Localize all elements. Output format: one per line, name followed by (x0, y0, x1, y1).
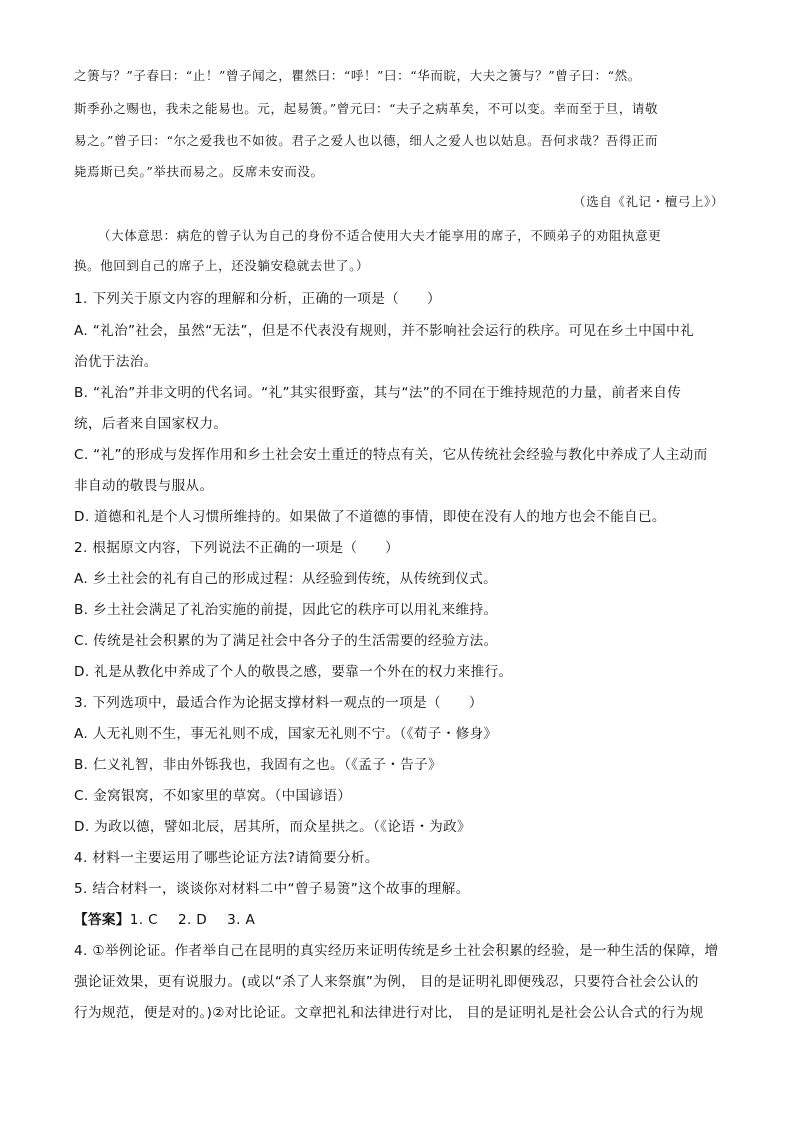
answer-row (74, 908, 724, 928)
q1-option-d: D. 道德和礼是个人习惯所维持的。如果做了不道德的事情，即使在没有人的地方也会不能自已。 (74, 509, 666, 525)
passage-line: 易之。”曾子曰：“尔之爱我也不如彼。君子之爱人也以德，细人之爱人也以姑息。吾何求哉？吾得正而 (74, 133, 659, 148)
question-5-stem: 5. 结合材料一，谈谈你对材料二中“曾子易箦”这个故事的理解。 (74, 881, 470, 897)
question-3-stem: 3. 下列选项中，最适合作为论据支撑材料一观点的一项是（ ） (74, 695, 483, 711)
q1-option-b-cont: 统，后者来自国家权力。 (74, 416, 228, 432)
q2-option-a: A. 乡土社会的礼有自己的形成过程：从经验到传统，从传统到仪式。 (74, 571, 498, 587)
q3-option-d: D. 为政以德，譬如北辰，居其所，而众星拱之。（《论语・为政》 (74, 819, 471, 835)
q1-option-c: C. “礼”的形成与发挥作用和乡土社会安土重迁的特点有关，它从传统社会经验与教化中养成了人主动而 (74, 447, 708, 463)
answer-label: 【答案】 (74, 912, 130, 928)
q1-option-b: B. “礼治”并非文明的代名词。“礼”其实很野蛮，其与“法”的不同在于维持规范的力量，前者来自传 (74, 385, 682, 401)
passage-source: （选自《礼记・檀弓上》） (573, 194, 724, 209)
answer-2: 2. D (177, 912, 208, 928)
q3-option-a: A. 人无礼则不生，事无礼则不成，国家无礼则不宁。（《荀子・修身》 (74, 726, 498, 742)
q1-option-a: A. “礼治”社会，虽然“无法”，但是不代表没有规则，并不影响社会运行的秩序。可见在乡土中国中礼 (74, 323, 695, 339)
answer-4-line: 强论证效果，更有说服力。(或以“杀了人来祭旗”为例， 目的是证明礼即便残忍，只要符合社会公认的 (74, 974, 699, 990)
passage-line: 斯季孙之赐也，我未之能易也。元，起易箦。”曾元曰：“夫子之病革矣，不可以变。幸而至于旦，请敬 (74, 101, 659, 116)
answer-3: 3. A (227, 912, 256, 928)
q3-option-c: C. 金窝银窝，不如家里的草窝。（中国谚语） (74, 788, 352, 804)
q3-option-b: B. 仁义礼智，非由外铄我也，我固有之也。（《孟子・告子》 (74, 757, 442, 773)
passage-note-line: （大体意思：病危的曾子认为自己的身份不适合使用大夫才能享用的席子，不顾弟子的劝阻执意更 (98, 228, 662, 243)
q1-option-a-cont: 治优于法治。 (74, 354, 158, 370)
answer-4-line: 行为规范，便是对的。)②对比论证。文章把礼和法律进行对比， 目的是证明礼是社会公认合式的行为规 (74, 1005, 704, 1021)
q2-option-b: B. 乡土社会满足了礼治实施的前提，因此它的秩序可以用礼来维持。 (74, 602, 498, 618)
passage-note-line: 换。他回到自己的席子上，还没躺安稳就去世了。） (74, 258, 370, 273)
q1-option-c-cont: 非自动的敬畏与服从。 (74, 478, 214, 494)
q2-option-d: D. 礼是从教化中养成了个人的敬畏之感，要靠一个外在的权力来推行。 (74, 664, 513, 680)
question-4-stem: 4. 材料一主要运用了哪些论证方法?请简要分析。 (74, 850, 379, 866)
passage-line: 之箦与？”子春曰：“止！”曾子闻之，瞿然曰：“呼！”曰：“华而睆，大夫之箦与？”曾子曰：“然。 (74, 68, 641, 83)
answer-1: 1. C (129, 912, 158, 928)
q2-option-c: C. 传统是社会积累的为了满足社会中各分子的生活需要的经验方法。 (74, 633, 498, 649)
answer-4-line: 4. ①举例论证。作者举自己在昆明的真实经历来证明传统是乡土社会积累的经验，是一种生活的保障，增 (74, 943, 719, 959)
question-1-stem: 1. 下列关于原文内容的理解和分析，正确的一项是（ ） (74, 291, 441, 307)
passage-line: 毙焉斯已矣。”举扶而易之。反席未安而没。 (74, 164, 324, 179)
question-2-stem: 2. 根据原文内容，下列说法不正确的一项是（ ） (74, 540, 400, 556)
